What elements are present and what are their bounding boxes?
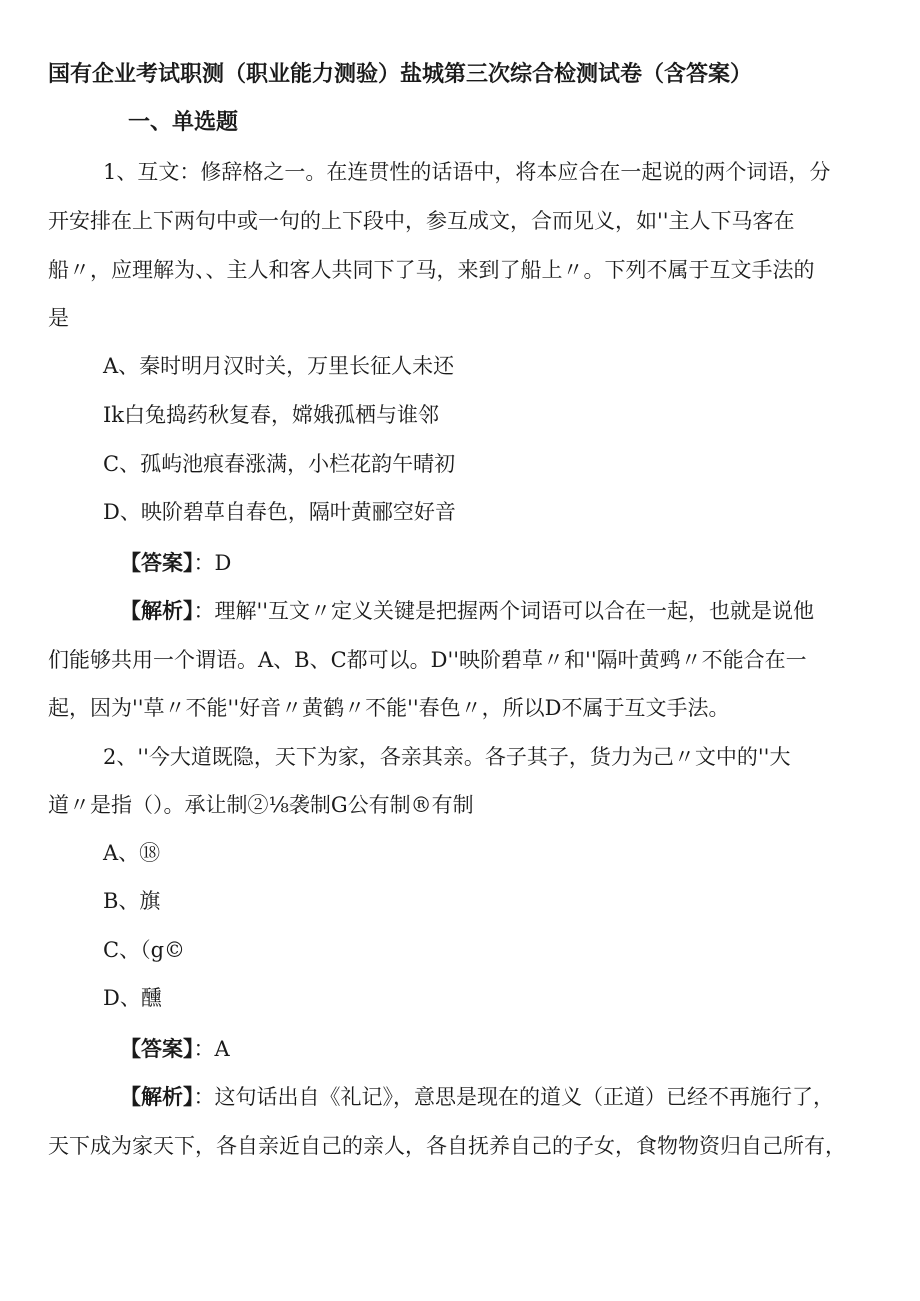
answer-label: 【答案】	[120, 551, 194, 575]
section-heading: 一、单选题	[128, 110, 239, 135]
question-2-text-line-1: 2、''今大道既隐，天下为家，各亲其亲。各子其子，货力为己〃文中的''大	[103, 745, 791, 769]
question-1-analysis-line-2: 们能够共用一个谓语。A、B、C都可以。D''映阶碧草〃和''隔叶黄鹀〃不能合在一	[48, 648, 807, 672]
question-1-answer	[120, 548, 231, 578]
analysis-text: ：理解''互文〃定义关键是把握两个词语可以合在一起，也就是说他	[193, 599, 815, 623]
question-1-analysis-line-3: 起，因为''草〃不能''好音〃黄鹤〃不能''春色〃，所以D不属于互文手法。	[48, 696, 730, 720]
analysis-text: ：这句话出自《礼记》，意思是现在的道义（正道）已经不再施行了，	[193, 1085, 834, 1109]
analysis-label: 【解析】	[120, 599, 194, 623]
question-2-analysis-line-1	[120, 1082, 834, 1112]
question-2-option-d: D、醺	[103, 986, 162, 1010]
question-2-answer	[120, 1034, 230, 1064]
question-2-option-a: A、⑱	[103, 841, 161, 865]
question-1-option-a: A、秦时明月汉时关，万里长征人未还	[103, 354, 455, 378]
question-2-option-b: B、旗	[103, 889, 161, 913]
question-1-text-line-1: 1、互文：修辞格之一。在连贯性的话语中，将本应合在一起说的两个词语，分	[103, 160, 831, 184]
question-1-text-line-2: 开安排在上下两句中或一句的上下段中，参互成文，合而见义，如''主人下马客在	[48, 209, 795, 233]
question-2-analysis-line-2: 天下成为家天下，各自亲近自己的亲人，各自抚养自己的子女，食物物资归自己所有，	[48, 1134, 846, 1158]
analysis-label: 【解析】	[120, 1085, 194, 1109]
question-1-option-c: C、孤屿池痕春涨满，小栏花韵午晴初	[103, 452, 456, 476]
question-1-option-d: D、映阶碧草自春色，隔叶黄郦空好音	[103, 500, 456, 524]
answer-value: ：D	[193, 551, 232, 575]
document-title: 国有企业考试职测（职业能力测验）盐城第三次综合检测试卷（含答案）	[48, 62, 753, 87]
question-2-option-c: C、（g©	[103, 938, 186, 962]
question-1-option-b: Ik白兔捣药秋复春，嫦娥孤栖与谁邻	[103, 403, 440, 427]
question-2-text-line-2: 道〃是指（）。承让制②⅛袭制G公有制®有制	[48, 793, 474, 817]
question-1-text-line-4: 是	[48, 306, 69, 330]
answer-label: 【答案】	[120, 1037, 194, 1061]
answer-value: ：A	[193, 1037, 230, 1061]
question-1-analysis-line-1	[120, 596, 814, 626]
question-1-text-line-3: 船〃，应理解为、、主人和客人共同下了马，来到了船上〃。下列不属于互文手法的	[48, 258, 815, 282]
